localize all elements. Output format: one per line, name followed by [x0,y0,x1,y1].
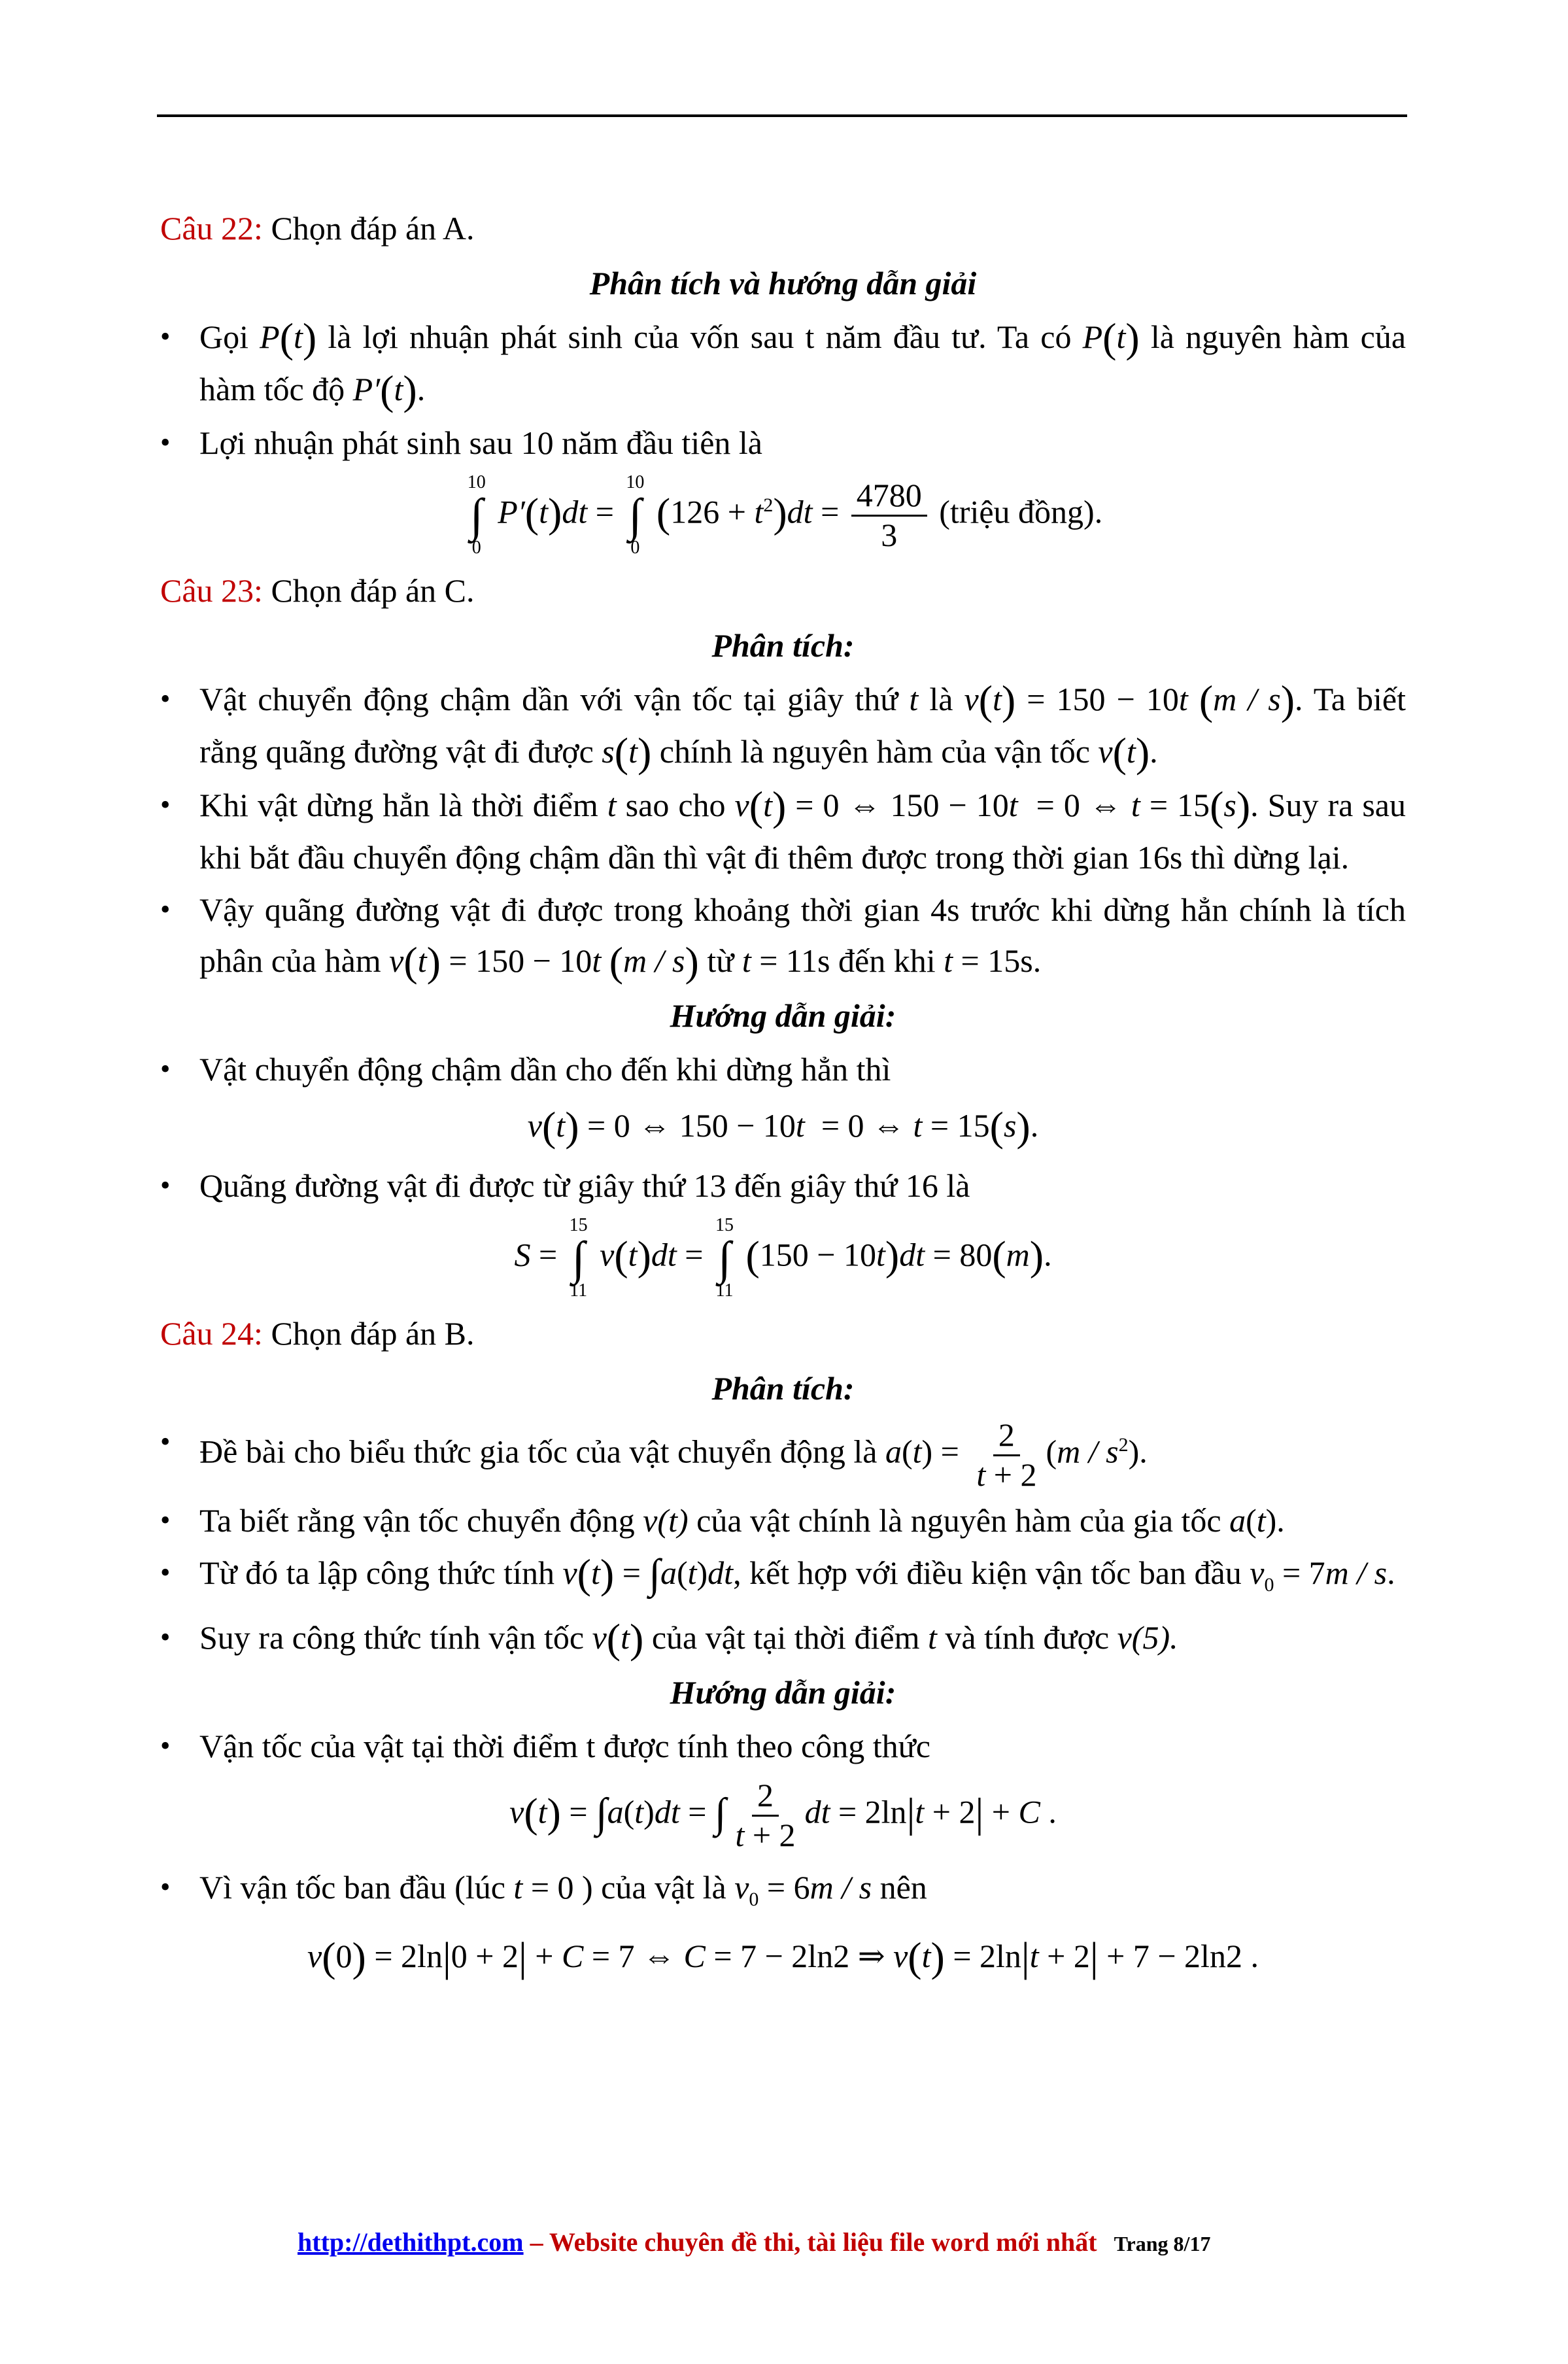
bullet-item: • Gọi P(t) là lợi nhuận phát sinh của vốn sau t năm đầu tư. Ta có P(t) là nguyên hàm của hàm tốc độ P′(t). [160,311,1406,416]
section-subtitle: Phân tích và hướng dẫn giải [589,265,977,301]
section-subtitle: Hướng dẫn giải: [670,1674,896,1711]
bullet-item: • Quãng đường vật đi được từ giây thứ 13 đến giây thứ 16 là [160,1160,1406,1211]
answer-text: Chọn đáp án B. [271,1315,475,1352]
bullet-item: • Lợi nhuận phát sinh sau 10 năm đầu tiên là [160,417,1406,468]
bullet-item: • Suy ra công thức tính vận tốc v(t) của vật tại thời điểm t và tính được v(5). [160,1612,1406,1664]
equation: v(t) = 0 ⇔ 150 − 10t = 0 ⇔ t = 15(s). [527,1103,1039,1150]
question-label: Câu 22: [160,210,263,247]
equation: v(t) = ∫a(t)dt = ∫ $\frac{2}{t + 2}$ dt = 2ln|t + 2| + C . [509,1777,1057,1853]
section-subtitle: Phân tích: [711,627,855,664]
document-body [160,196,1406,1991]
equation: v(0) = 2ln|0 + 2| + C = 7 ⇔ C = 7 − 2ln2 ⇒ v(t) = 2ln|t + 2| + 7 − 2ln2 . [307,1934,1259,1980]
header-rule [157,114,1407,117]
answer-text: Chọn đáp án A. [271,210,475,247]
bullet-item: • Khi vật dừng hẳn là thời điểm t sao cho v(t) = 0 ⇔ 150 − 10t = 0 ⇔ t = 15(s). Suy ra sau khi bắt đầu chuyển động chậm dần thì vật đi thêm được trong thời gian 16s thì dừng lại. [160,779,1406,883]
bullet-item: • Từ đó ta lập công thức tính v(t) = ∫a(t)dt, kết hợp với điều kiện vận tốc ban đầu $v_0 = 7m / s$. [160,1547,1406,1611]
page-number: Trang 8/17 [1114,2232,1211,2255]
bullet-item: • Đề bài cho biểu thức gia tốc của vật chuyển động là a(t) = $\frac{2}{t + 2}$ $(m / s^2)$. [160,1416,1406,1494]
question-label: Câu 24: [160,1315,263,1352]
question-label: Câu 23: [160,572,263,609]
bullet-item: • Vậy quãng đường vật đi được trong khoảng thời gian 4s trước khi dừng hẳn chính là tích phân của hàm v(t) = 150 − 10t (m / s) từ t = 11s đến khi t = 15s. [160,884,1406,987]
bullet-item: • Vận tốc của vật tại thời điểm t được tính theo công thức [160,1721,1406,1772]
bullet-item: • Vật chuyển động chậm dần cho đến khi dừng hẳn thì [160,1044,1406,1095]
section-subtitle: Hướng dẫn giải: [670,997,896,1034]
question-24-heading [160,1308,1406,1359]
bullet-item: • Ta biết rằng vận tốc chuyển động v(t) của vật chính là nguyên hàm của gia tốc a(t). [160,1495,1406,1546]
equation: S = 15 ∫ 11 v(t)dt = 15 ∫ 11 (150 − 10t)dt = 80(m). [514,1215,1052,1301]
page-footer [298,2227,1210,2257]
website-link[interactable]: http://dethithpt.com [298,2227,524,2257]
question-23-heading [160,565,1406,616]
question-22-heading [160,203,1406,254]
section-subtitle: Phân tích: [711,1370,855,1407]
equation: 10 ∫ 0 P′(t)dt = 10 ∫ 0 $(126 + t^2)dt$ = $\frac{4780}{3}$ (triệu đồng). [467,472,1103,558]
bullet-item: • Vì vận tốc ban đầu (lúc t = 0 ) của vật là $v_0 = 6m / s$ nên [160,1862,1406,1925]
answer-text: Chọn đáp án C. [271,572,475,609]
footer-tagline: – Website chuyên đề thi, tài liệu file word mới nhất [523,2227,1097,2257]
bullet-item: • Vật chuyển động chậm dần với vận tốc tại giây thứ t là v(t) = 150 − 10t (m / s). Ta biết rằng quãng đường vật đi được s(t) chính là nguyên hàm của vận tốc v(t). [160,674,1406,778]
